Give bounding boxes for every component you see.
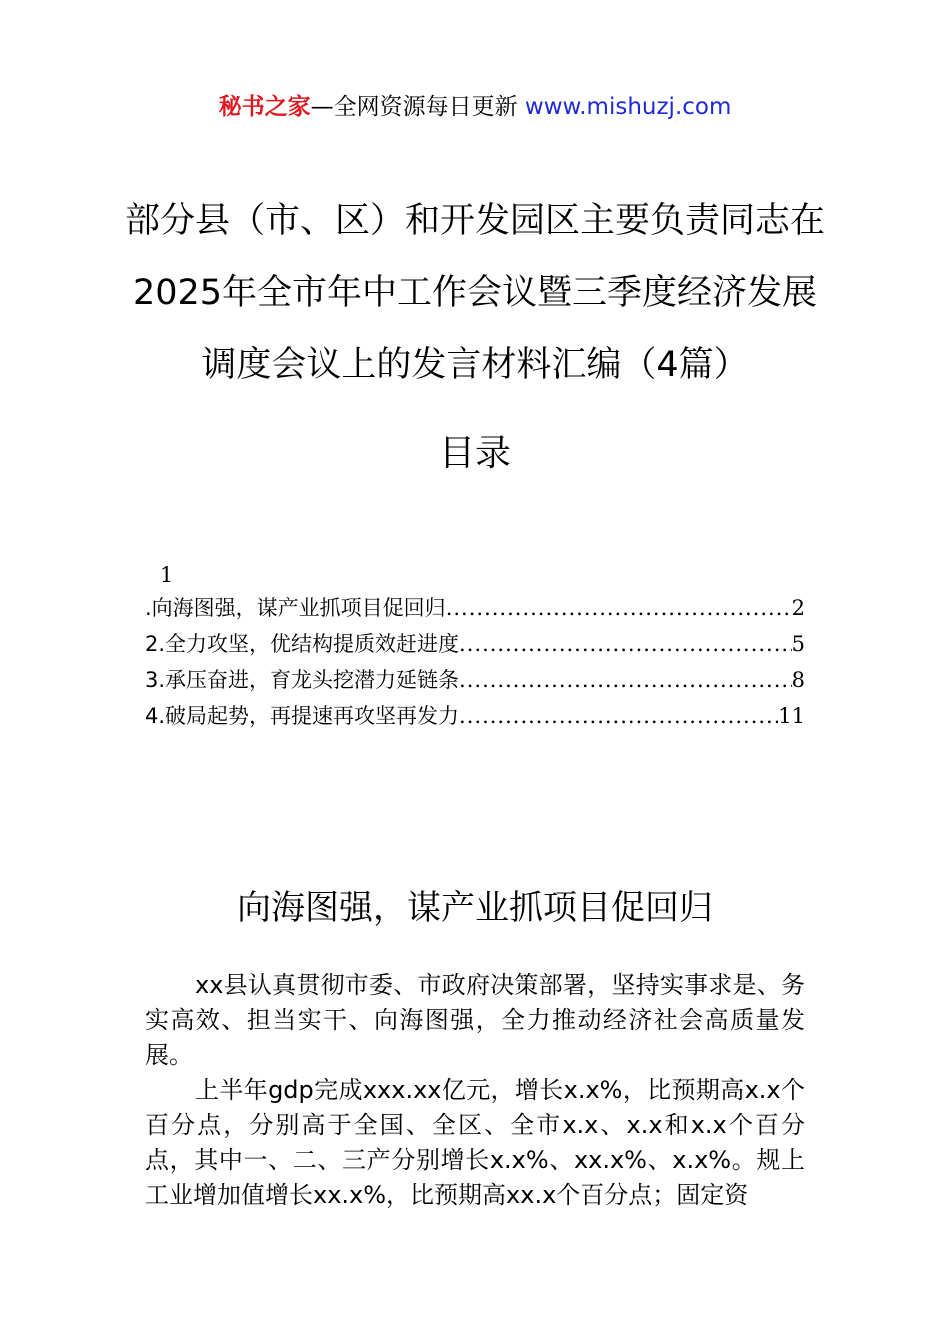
site-url-link[interactable]: www.mishuzj.com [524, 94, 732, 120]
section-body [145, 968, 805, 1213]
toc-item[interactable] [145, 662, 805, 698]
toc-leader-dots [459, 626, 792, 662]
toc-item[interactable] [145, 698, 805, 734]
toc-heading: 目录 [438, 433, 511, 474]
body-paragraph: xx县认真贯彻市委、市政府决策部署，坚持实事求是、务实高效、担当实干、向海图强，全力推动经济社会高质量发展。 [145, 971, 805, 1069]
toc-item[interactable] [145, 626, 805, 662]
site-slogan: —全网资源每日更新 [310, 94, 518, 120]
toc-item-label: 3.承压奋进，育龙头挖潜力延链条 [145, 668, 460, 692]
document-title: 部分县（市、区）和开发园区主要负责同志在2025年全市年中工作会议暨三季度经济发展调度会议上的发言材料汇编（4篇） [124, 201, 825, 385]
toc-item-label: 4.破局起势，再提速再攻坚再发力 [145, 704, 460, 728]
site-brand: 秘书之家 [218, 94, 311, 120]
table-of-contents [145, 560, 805, 734]
toc-leader-dots [446, 590, 792, 626]
toc-item-label: .向海图强，谋产业抓项目促回归 [145, 596, 446, 620]
toc-item-label: 2.全力攻坚，优结构提质效赶进度 [145, 632, 460, 656]
toc-leader-dots [459, 662, 792, 698]
site-header [0, 88, 950, 121]
toc-item-page: 5 [791, 632, 805, 656]
toc-item-page: 2 [791, 596, 805, 620]
body-paragraph: 上半年gdp完成xxx.xx亿元，增长x.x%，比预期高x.x个百分点，分别高于全国、全区、全市x.x、x.x和x.x个百分点，其中一、二、三产分别增长x.x%、xx.x%、x.x%。规上工业增加值增长xx.x%，比预期高xx.x个百分点；固定资 [145, 1076, 805, 1209]
toc-item[interactable] [145, 590, 805, 626]
toc-leader-dots [459, 698, 778, 734]
section-title: 向海图强，谋产业抓项目促回归 [237, 888, 713, 928]
toc-first-number: 1 [160, 563, 174, 587]
toc-item-page: 11 [778, 704, 805, 728]
toc-item-page: 8 [791, 668, 805, 692]
